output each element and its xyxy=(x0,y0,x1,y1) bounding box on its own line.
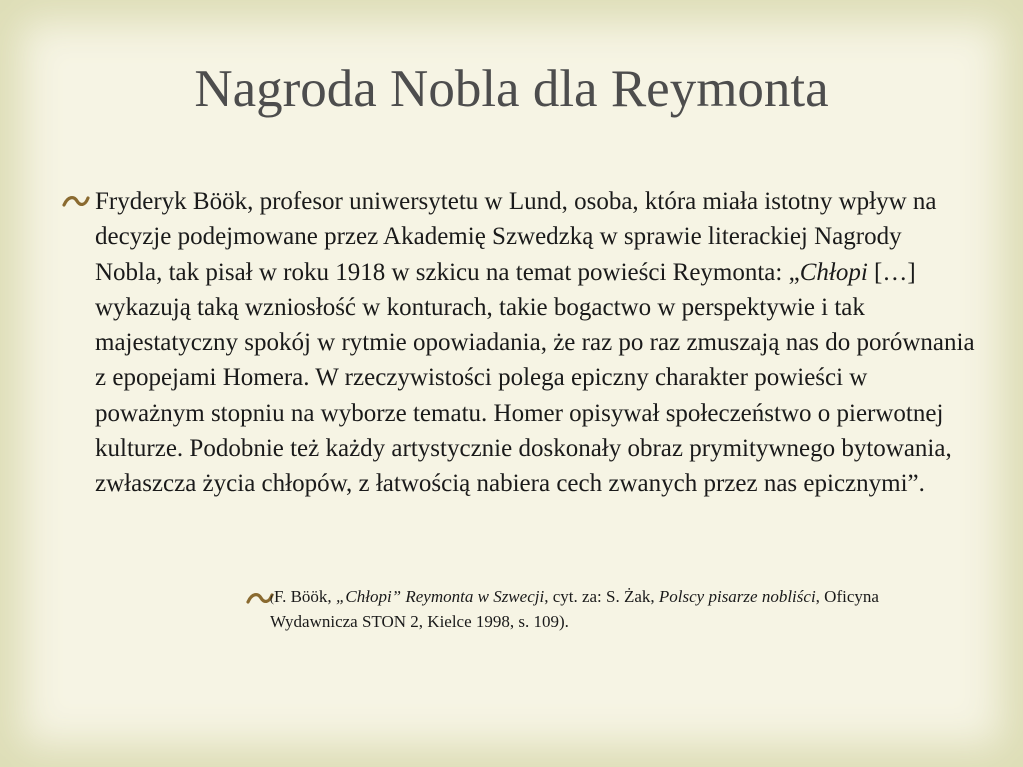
tilde-swash-icon xyxy=(62,195,90,209)
citation-book-title: Polscy pisarze nobliści xyxy=(658,587,816,606)
quote-text-part1: Fryderyk Böök, profesor uniwersytetu w Lund, osoba, która miała istotny wpływ na decyzje podejmowane przez Akademię Szwedzką w sprawie literackiej Nagrody Nobla, tak pisał w roku 1918 w szkicu na temat powieści Reymonta: „ xyxy=(95,188,937,286)
citation xyxy=(270,585,970,634)
citation-cyt: , cyt. za: S. Żak, xyxy=(544,587,659,606)
quote-text-part2: […] wykazują taką wzniosłość w konturach, takie bogactwo w perspektywie i tak majestatyczny spokój w rytmie opowiadania, że raz po raz zmuszają nas do porównania z epopejami Homera. W rzeczywistości polega epiczny charakter powieści w poważnym stopniu na wyborze tematu. Homer opisywał społeczeństwo o pierwotnej kulturze. Podobnie też każdy artystycznie doskonały obraz prymitywnego bytowania, zwłaszcza życia chłopów, z łatwością nabiera cech zwanych przez nas epicznymi”. xyxy=(95,258,975,498)
citation-work-title: „Chłopi” Reymonta w Szwecji xyxy=(335,587,545,606)
citation-open-paren: ( xyxy=(270,591,274,605)
quote-italic-title: Chłopi xyxy=(799,258,868,286)
slide-title: Nagroda Nobla dla Reymonta xyxy=(194,60,829,118)
quote-paragraph xyxy=(95,184,975,502)
citation-author: F. Böök, xyxy=(274,587,336,606)
citation-rest: , Oficyna Wydawnicza STON 2, Kielce 1998, s. 109). xyxy=(270,587,879,631)
